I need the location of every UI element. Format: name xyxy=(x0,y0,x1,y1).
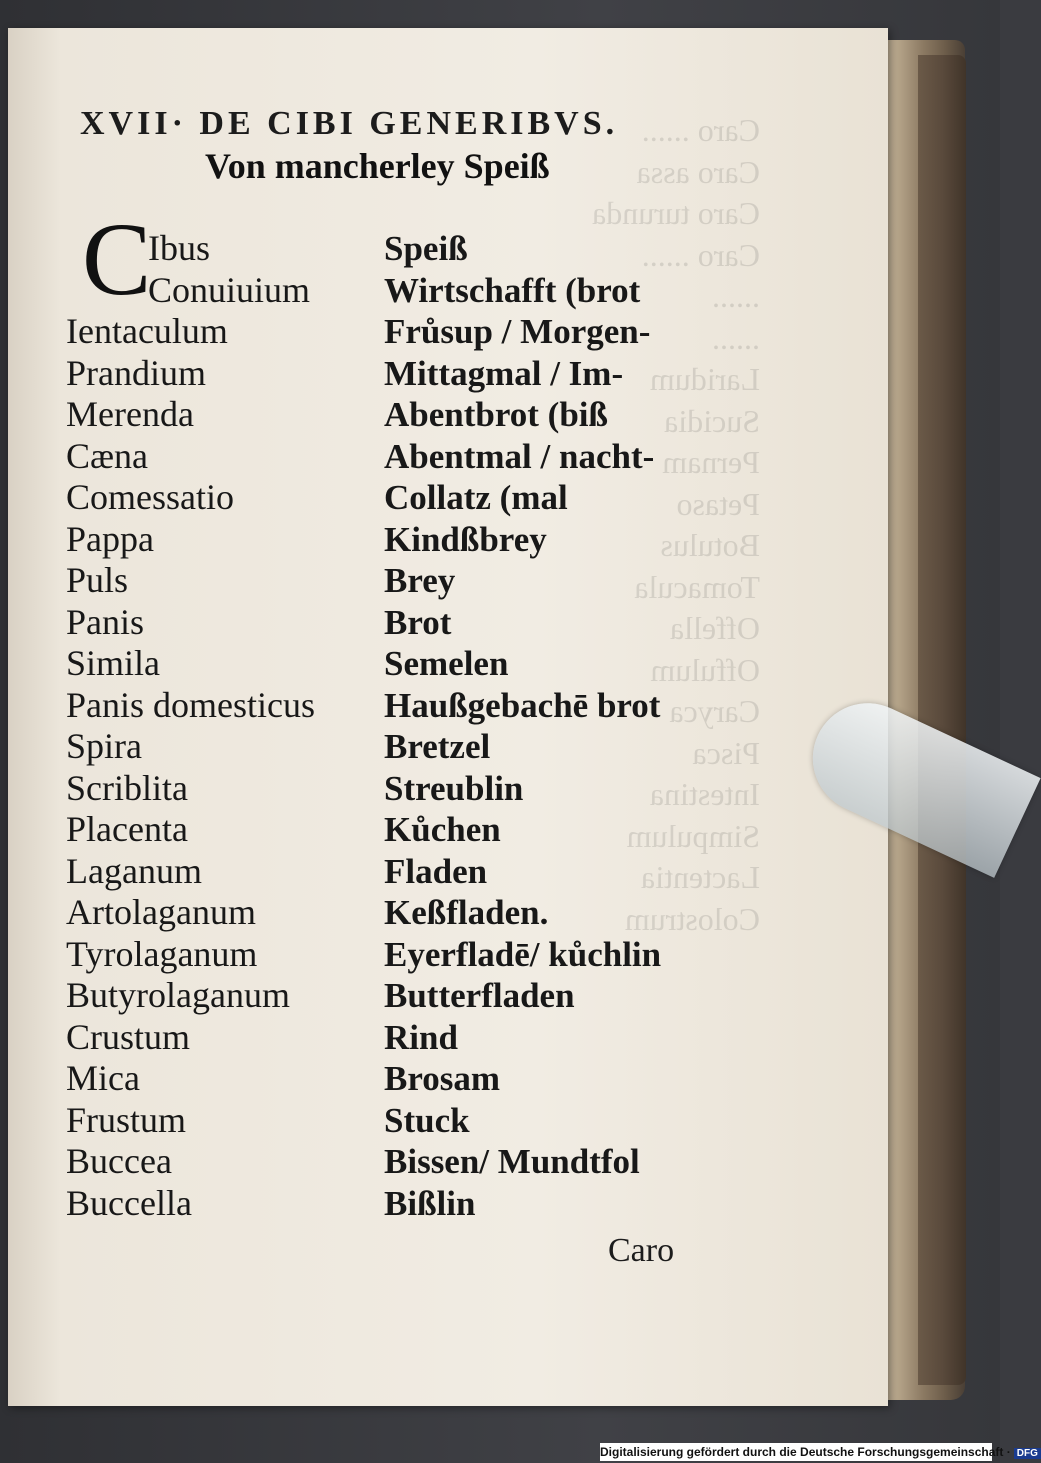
latin-term: Pappa xyxy=(66,518,154,559)
latin-term: Mica xyxy=(66,1058,140,1098)
latin-term: Butyrolaganum xyxy=(66,975,290,1015)
latin-term: Puls xyxy=(66,560,129,600)
german-term: Mittagmal / Im- xyxy=(384,353,624,393)
latin-term: Ibus xyxy=(148,228,210,268)
bleed-through-line: Simpulum xyxy=(626,817,760,854)
latin-term: Scriblita xyxy=(66,767,188,808)
german-term: Brey xyxy=(384,561,456,600)
german-term: Eyerfladē/ kůchlin xyxy=(384,934,662,974)
bleed-through-line: Caro turunda xyxy=(592,195,760,231)
digitization-footer xyxy=(600,1443,1038,1461)
dfg-logo: DFG xyxy=(1014,1448,1041,1459)
german-term: Streublin xyxy=(384,768,524,808)
german-term: Abentmal / nacht- xyxy=(384,436,655,476)
german-term: Collatz (mal xyxy=(384,478,568,517)
bleed-through-line: ...... xyxy=(712,319,760,356)
bleed-through-line: ...... xyxy=(712,278,760,314)
footer-text: Digitalisierung gefördert durch die Deutsche Forschungsgemeinschaft · xyxy=(600,1445,1011,1459)
book-cover-edge xyxy=(918,55,966,1385)
german-term: Brosam xyxy=(384,1059,501,1098)
bleed-through-line: Pisca xyxy=(692,734,760,771)
german-term: Bretzel xyxy=(384,727,491,766)
latin-term: Ientaculum xyxy=(66,311,228,351)
german-term: Fladen xyxy=(384,851,488,891)
german-term: Bissen/ Mundtfol xyxy=(384,1142,640,1181)
latin-term: Conuiuium xyxy=(148,269,311,310)
german-column xyxy=(384,228,714,1224)
bleed-through-line: Laridum xyxy=(649,361,760,397)
bleed-through-line: Offulum xyxy=(650,651,760,688)
german-term: Frůsup / Morgen- xyxy=(384,312,651,351)
bleed-through-line: Pernam xyxy=(662,444,760,480)
latin-term: Panis xyxy=(66,601,145,642)
bleed-through-line: Caryca xyxy=(669,693,760,729)
bleed-through-line: Colostrum xyxy=(624,900,760,937)
latin-term: Comessatio xyxy=(66,477,234,517)
latin-term: Cæna xyxy=(66,435,149,476)
bleed-through-line: Caro ...... xyxy=(641,236,760,273)
bleed-through-line: Intestina xyxy=(649,776,760,812)
page-subtitle: Von mancherley Speiß xyxy=(205,146,550,186)
drop-cap-initial: C xyxy=(82,202,152,317)
german-term: Kůchen xyxy=(384,810,501,849)
german-term: Speiß xyxy=(384,229,468,268)
latin-term: Spira xyxy=(66,726,142,766)
latin-term: Tyrolaganum xyxy=(66,933,258,974)
german-term: Keßfladen. xyxy=(384,893,549,932)
latin-term: Panis domesticus xyxy=(66,684,315,725)
german-term: Kindßbrey xyxy=(384,519,547,559)
bleed-through-line: Lactentia xyxy=(640,859,760,895)
german-term: Abentbrot (biß xyxy=(384,395,608,434)
latin-term: Buccea xyxy=(66,1141,172,1181)
latin-term: Simila xyxy=(66,643,161,683)
bleed-through-line: Sucidia xyxy=(664,402,760,439)
latin-term: Frustum xyxy=(66,1099,187,1140)
bleed-through-line: Petaso xyxy=(676,485,760,522)
bleed-through-line: Tomacula xyxy=(634,568,760,605)
german-term: Bißlin xyxy=(384,1183,476,1223)
german-term: Haußgebachē brot xyxy=(384,685,661,725)
page-header: XVII· DE CIBI GENERIBVS. xyxy=(80,105,619,142)
bleed-through-line: Botulus xyxy=(660,527,760,563)
latin-term: Artolaganum xyxy=(66,892,256,932)
latin-term: Laganum xyxy=(66,850,202,891)
bleed-through-line: Caro assa xyxy=(636,153,760,190)
german-term: Wirtschafft (brot xyxy=(384,270,641,310)
german-term: Stuck xyxy=(384,1100,470,1140)
latin-term: Placenta xyxy=(66,809,188,849)
latin-term: Buccella xyxy=(66,1182,192,1223)
latin-term: Crustum xyxy=(66,1016,191,1057)
catchword: Caro xyxy=(608,1232,675,1269)
bleed-through-line: Offella xyxy=(669,610,760,646)
german-term: Rind xyxy=(384,1017,458,1057)
latin-term: Prandium xyxy=(66,352,206,393)
latin-term: Merenda xyxy=(66,394,194,434)
german-term: Semelen xyxy=(384,644,509,683)
bleed-through-line: Caro ...... xyxy=(641,112,760,148)
latin-column xyxy=(66,228,376,1224)
german-term: Butterfladen xyxy=(384,976,575,1015)
german-term: Brot xyxy=(384,602,452,642)
